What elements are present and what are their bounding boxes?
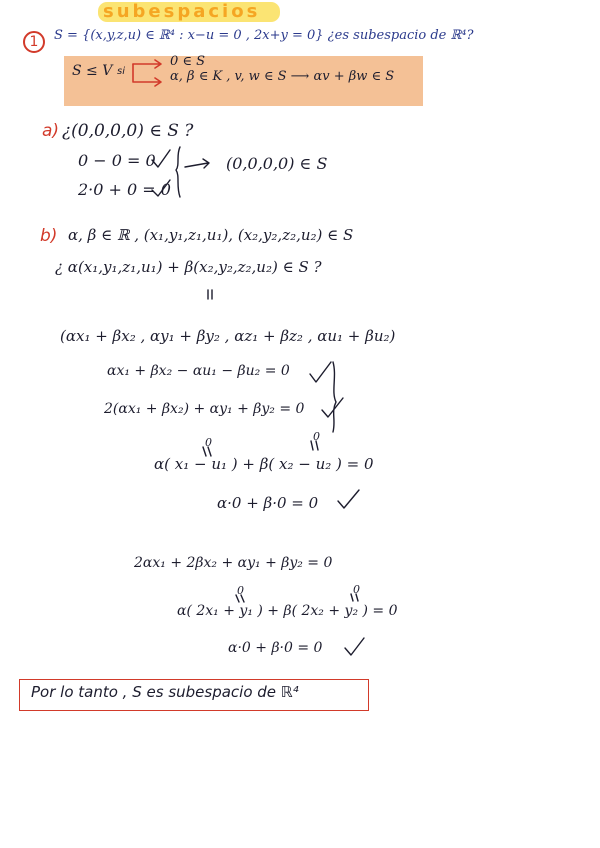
part-a-check-2: 2·0 + 0 = 0 bbox=[78, 180, 171, 199]
arrow-icon bbox=[185, 159, 209, 168]
checkmark-icon bbox=[322, 398, 343, 417]
equals-vertical-icon bbox=[208, 290, 212, 299]
equals-vertical-icon bbox=[236, 595, 244, 602]
part-a-result: (0,0,0,0) ∈ S bbox=[226, 154, 328, 173]
part-b-equation-2: 2(αx₁ + βx₂) + αy₁ + βy₂ = 0 bbox=[104, 401, 305, 417]
checkmark-icon bbox=[152, 150, 170, 167]
part-b-question: ¿ α(x₁,y₁,z₁,u₁) + β(x₂,y₂,z₂,u₂) ∈ S ? bbox=[55, 258, 322, 276]
definition-condition-closure: α, β ∈ K , v, w ∈ S ⟶ αv + βw ∈ S bbox=[170, 69, 395, 84]
part-b-equation-1: αx₁ + βx₂ − αu₁ − βu₂ = 0 bbox=[107, 363, 290, 379]
checkmark-icon bbox=[310, 362, 331, 382]
zero-annotation: 0 bbox=[353, 583, 360, 596]
equals-vertical-icon bbox=[203, 447, 211, 456]
part-c-equation-3: α·0 + β·0 = 0 bbox=[228, 640, 323, 656]
definition-lead: S ≤ V bbox=[72, 63, 113, 79]
part-b-conditions: α, β ∈ ℝ , (x₁,y₁,z₁,u₁), (x₂,y₂,z₂,u₂) ∈ S bbox=[68, 226, 354, 244]
definition-si: si bbox=[117, 66, 125, 77]
zero-annotation: 0 bbox=[205, 436, 212, 449]
checkmark-icon bbox=[152, 180, 170, 196]
equals-vertical-icon bbox=[351, 594, 358, 601]
part-c-equation-2: α( 2x₁ + y₁ ) + β( 2x₂ + y₂ ) = 0 bbox=[177, 603, 398, 619]
part-b-equation-3: α( x₁ − u₁ ) + β( x₂ − u₂ ) = 0 bbox=[154, 455, 374, 473]
zero-annotation: 0 bbox=[313, 430, 320, 443]
brace-icon bbox=[333, 362, 336, 432]
part-b-label: b) bbox=[40, 226, 58, 246]
zero-annotation: 0 bbox=[237, 584, 244, 597]
conclusion-text: Por lo tanto , S es subespacio de ℝ⁴ bbox=[31, 683, 299, 701]
part-b-equation-4: α·0 + β·0 = 0 bbox=[217, 494, 319, 512]
checkmark-icon bbox=[345, 638, 364, 655]
part-b-combined-vector: (αx₁ + βx₂ , αy₁ + βy₂ , αz₁ + βz₂ , αu₁ + βu₂) bbox=[60, 327, 396, 345]
definition-condition-zero: 0 ∈ S bbox=[170, 54, 206, 69]
part-c-equation-1: 2αx₁ + 2βx₂ + αy₁ + βy₂ = 0 bbox=[134, 555, 333, 571]
brace-icon bbox=[176, 147, 180, 197]
page-title: subespacios bbox=[103, 1, 261, 22]
exercise-statement: S = {(x,y,z,u) ∈ ℝ⁴ : x−u = 0 , 2x+y = 0} ¿es subespacio de ℝ⁴? bbox=[54, 28, 474, 43]
exercise-number: 1 bbox=[29, 34, 39, 50]
checkmark-icon bbox=[338, 490, 359, 508]
equals-vertical-icon bbox=[311, 441, 318, 450]
part-a-question: ¿(0,0,0,0) ∈ S ? bbox=[62, 121, 194, 141]
part-a-check-1: 0 − 0 = 0 bbox=[78, 151, 156, 170]
arrow-icon bbox=[133, 60, 161, 68]
part-a-label: a) bbox=[42, 121, 60, 141]
